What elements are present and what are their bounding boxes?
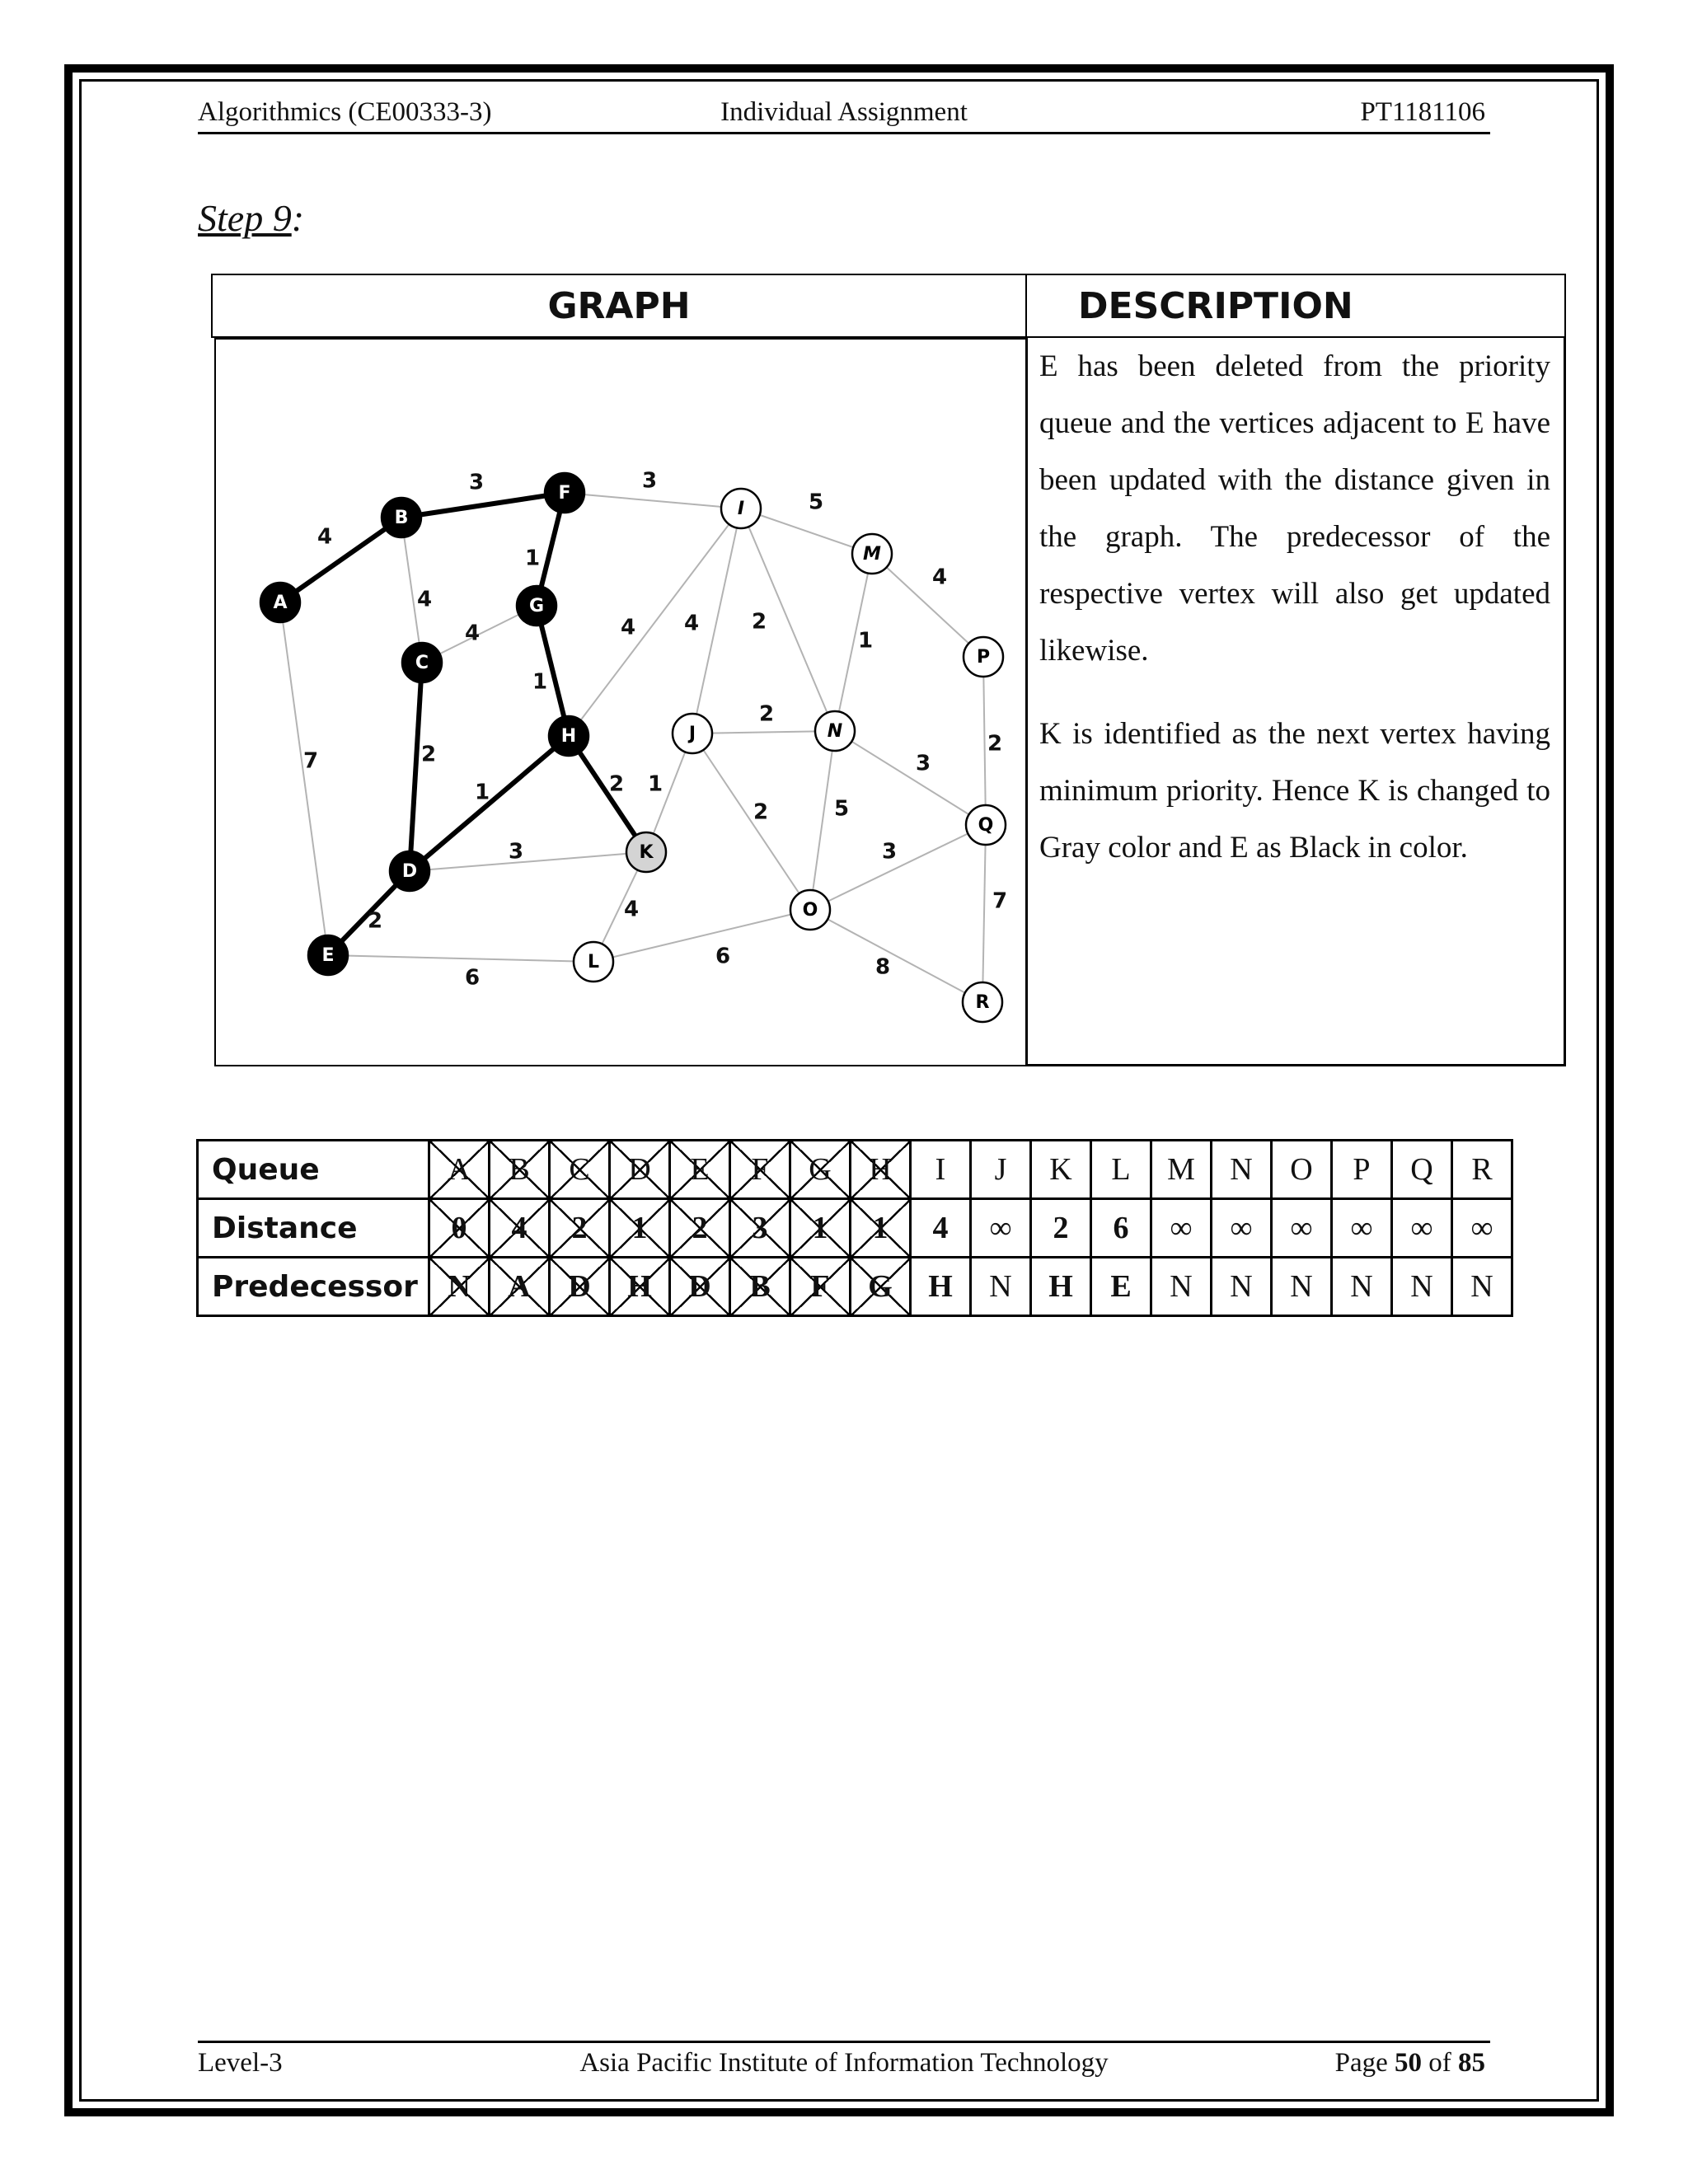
predecessor-cell-J: N bbox=[971, 1258, 1031, 1316]
step-label: Step 9 bbox=[198, 197, 292, 239]
graph-header-text: GRAPH bbox=[547, 284, 691, 327]
edge-weight-D-C: 2 bbox=[420, 742, 437, 767]
row-label-queue: Queue bbox=[198, 1141, 429, 1199]
distance-cell-C: 2 bbox=[550, 1199, 610, 1258]
edge-H-K bbox=[569, 736, 646, 852]
queue-row bbox=[198, 1141, 1512, 1199]
queue-cell-Q: Q bbox=[1392, 1141, 1452, 1199]
edge-E-L bbox=[328, 955, 593, 962]
distance-cell-A: 0 bbox=[429, 1199, 490, 1258]
predecessor-cell-F: B bbox=[730, 1258, 790, 1316]
edge-weight-B-F: 3 bbox=[468, 470, 485, 495]
predecessor-cell-K: H bbox=[1031, 1258, 1091, 1316]
predecessor-cell-B: A bbox=[490, 1258, 550, 1316]
edge-D-K bbox=[410, 852, 646, 871]
node-E bbox=[308, 935, 348, 975]
node-label-G: G bbox=[528, 596, 545, 616]
node-A bbox=[260, 583, 300, 622]
edge-weight-F-I: 3 bbox=[641, 468, 658, 494]
edge-weight-N-O: 5 bbox=[833, 796, 850, 822]
header-id: PT1181106 bbox=[1360, 97, 1485, 127]
header-course: Algorithmics (CE00333-3) bbox=[198, 97, 492, 127]
queue-cell-L: L bbox=[1091, 1141, 1151, 1199]
queue-cell-D: D bbox=[610, 1141, 670, 1199]
page-total: 85 bbox=[1458, 2048, 1485, 2078]
predecessor-cell-I: H bbox=[911, 1258, 971, 1316]
node-C bbox=[402, 643, 442, 682]
queue-cell-G: G bbox=[790, 1141, 851, 1199]
edge-weight-A-B: 4 bbox=[316, 524, 333, 550]
node-label-M: M bbox=[863, 544, 881, 565]
node-label-P: P bbox=[976, 647, 991, 668]
distance-cell-O: ∞ bbox=[1272, 1199, 1332, 1258]
distance-cell-H: 1 bbox=[851, 1199, 911, 1258]
edge-N-Q bbox=[835, 731, 986, 825]
node-L bbox=[574, 942, 613, 982]
edge-N-O bbox=[810, 731, 835, 910]
predecessor-cell-G: F bbox=[790, 1258, 851, 1316]
predecessor-cell-P: N bbox=[1332, 1258, 1392, 1316]
predecessor-cell-L: E bbox=[1091, 1258, 1151, 1316]
footer-rule bbox=[198, 2041, 1490, 2043]
node-H bbox=[549, 716, 588, 756]
node-G bbox=[517, 586, 556, 626]
queue-cell-J: J bbox=[971, 1141, 1031, 1199]
edge-H-I bbox=[569, 509, 741, 736]
predecessor-cell-C: D bbox=[550, 1258, 610, 1316]
queue-cell-O: O bbox=[1272, 1141, 1332, 1199]
row-label-predecessor: Predecessor bbox=[198, 1258, 429, 1316]
edge-A-E bbox=[280, 602, 328, 955]
node-label-K: K bbox=[639, 842, 654, 863]
distance-cell-B: 4 bbox=[490, 1199, 550, 1258]
distance-cell-M: ∞ bbox=[1151, 1199, 1212, 1258]
queue-cell-C: C bbox=[550, 1141, 610, 1199]
queue-cell-H: H bbox=[851, 1141, 911, 1199]
predecessor-cell-H: G bbox=[851, 1258, 911, 1316]
description-paragraph-1: E has been deleted from the priority queue and the vertices adjacent to E have been updated with the distance given in the graph. The predecessor of the respective vertex will also get updated likewise. bbox=[1039, 349, 1550, 668]
node-label-I: I bbox=[737, 499, 745, 519]
header-title: Individual Assignment bbox=[720, 97, 968, 127]
queue-cell-I: I bbox=[911, 1141, 971, 1199]
edge-weight-O-Q: 3 bbox=[881, 839, 898, 865]
distance-cell-K: 2 bbox=[1031, 1199, 1091, 1258]
edge-J-O bbox=[692, 733, 810, 910]
priority-queue-table bbox=[196, 1139, 1513, 1317]
page-number: 50 bbox=[1395, 2048, 1422, 2078]
node-M bbox=[852, 534, 892, 574]
graph-nodes bbox=[260, 470, 1006, 1022]
footer-level: Level-3 bbox=[198, 2048, 283, 2078]
node-label-E: E bbox=[321, 945, 335, 966]
node-P bbox=[964, 637, 1003, 677]
edge-O-Q bbox=[810, 825, 986, 910]
page-prefix: Page bbox=[1334, 2048, 1388, 2078]
edge-F-I bbox=[565, 493, 741, 509]
queue-cell-A: A bbox=[429, 1141, 490, 1199]
predecessor-cell-M: N bbox=[1151, 1258, 1212, 1316]
node-F bbox=[545, 473, 584, 513]
node-J bbox=[673, 714, 712, 753]
queue-cell-K: K bbox=[1031, 1141, 1091, 1199]
edge-weight-D-K: 3 bbox=[508, 839, 524, 865]
queue-cell-F: F bbox=[730, 1141, 790, 1199]
edge-M-P bbox=[872, 554, 983, 657]
edge-weight-D-E: 2 bbox=[367, 908, 383, 934]
node-I bbox=[721, 489, 761, 528]
predecessor-cell-O: N bbox=[1272, 1258, 1332, 1316]
edge-O-R bbox=[810, 910, 982, 1002]
queue-cell-E: E bbox=[670, 1141, 730, 1199]
edge-weight-K-L: 4 bbox=[623, 897, 640, 922]
distance-cell-L: 6 bbox=[1091, 1199, 1151, 1258]
edge-weight-H-I: 4 bbox=[620, 615, 636, 640]
edge-weight-N-Q: 3 bbox=[915, 751, 931, 776]
distance-cell-R: ∞ bbox=[1452, 1199, 1512, 1258]
node-label-F: F bbox=[558, 483, 571, 504]
predecessor-cell-D: H bbox=[610, 1258, 670, 1316]
footer-page bbox=[1335, 2048, 1485, 2079]
queue-cell-N: N bbox=[1212, 1141, 1272, 1199]
row-label-distance: Distance bbox=[198, 1199, 429, 1258]
edge-weight-Q-R: 7 bbox=[992, 888, 1008, 914]
distance-cell-I: 4 bbox=[911, 1199, 971, 1258]
node-D bbox=[390, 851, 429, 891]
edge-P-Q bbox=[983, 657, 986, 825]
footer-institute: Asia Pacific Institute of Information Technology bbox=[579, 2048, 1109, 2078]
distance-cell-G: 1 bbox=[790, 1199, 851, 1258]
distance-cell-D: 1 bbox=[610, 1199, 670, 1258]
node-Q bbox=[966, 805, 1006, 845]
predecessor-cell-E: D bbox=[670, 1258, 730, 1316]
edge-B-F bbox=[401, 493, 565, 518]
distance-cell-J: ∞ bbox=[971, 1199, 1031, 1258]
edge-J-N bbox=[692, 731, 835, 733]
node-label-D: D bbox=[401, 861, 418, 882]
edge-weight-L-O: 6 bbox=[715, 944, 731, 969]
edge-A-B bbox=[280, 518, 401, 602]
node-label-H: H bbox=[560, 726, 577, 747]
graph-weights bbox=[303, 469, 1007, 991]
distance-cell-P: ∞ bbox=[1332, 1199, 1392, 1258]
edge-weight-H-D: 1 bbox=[474, 780, 490, 805]
edge-weight-A-E: 7 bbox=[302, 748, 319, 774]
predecessor-row bbox=[198, 1258, 1512, 1316]
predecessor-cell-N: N bbox=[1212, 1258, 1272, 1316]
edge-weight-I-J: 4 bbox=[683, 611, 700, 636]
edge-I-J bbox=[692, 509, 741, 733]
node-label-O: O bbox=[802, 900, 818, 921]
node-O bbox=[790, 890, 830, 930]
edge-weight-C-G: 4 bbox=[464, 621, 481, 646]
node-label-Q: Q bbox=[978, 815, 994, 836]
edge-weight-J-O: 2 bbox=[753, 799, 769, 825]
description-paragraph-2: K is identified as the next vertex having minimum priority. Hence K is changed to Gray color and E as Black in color. bbox=[1039, 717, 1550, 865]
queue-cell-P: P bbox=[1332, 1141, 1392, 1199]
node-label-C: C bbox=[415, 653, 429, 673]
queue-cell-M: M bbox=[1151, 1141, 1212, 1199]
edge-weight-I-M: 5 bbox=[808, 490, 824, 515]
edge-weight-M-P: 4 bbox=[931, 565, 948, 590]
node-R bbox=[963, 982, 1002, 1022]
queue-cell-B: B bbox=[490, 1141, 550, 1199]
edge-weight-F-G: 1 bbox=[524, 546, 541, 571]
queue-cell-R: R bbox=[1452, 1141, 1512, 1199]
distance-cell-Q: ∞ bbox=[1392, 1199, 1452, 1258]
predecessor-cell-Q: N bbox=[1392, 1258, 1452, 1316]
predecessor-cell-A: N bbox=[429, 1258, 490, 1316]
predecessor-cell-R: N bbox=[1452, 1258, 1512, 1316]
description-header-text: DESCRIPTION bbox=[1078, 284, 1353, 327]
distance-cell-E: 2 bbox=[670, 1199, 730, 1258]
edge-Q-R bbox=[982, 825, 986, 1002]
node-label-R: R bbox=[975, 992, 990, 1013]
edge-weight-I-N: 2 bbox=[751, 609, 767, 635]
node-label-B: B bbox=[394, 508, 409, 528]
edge-weight-B-C: 4 bbox=[416, 587, 433, 612]
page-of: of bbox=[1428, 2048, 1451, 2078]
edge-weight-P-Q: 2 bbox=[987, 731, 1003, 757]
node-N bbox=[815, 711, 855, 751]
edge-weight-J-N: 2 bbox=[758, 701, 775, 727]
edge-weight-M-N: 1 bbox=[857, 628, 874, 654]
edge-weight-G-H: 1 bbox=[532, 669, 548, 695]
node-label-N: N bbox=[827, 721, 843, 742]
node-label-J: J bbox=[688, 724, 696, 744]
edge-weight-E-L: 6 bbox=[464, 965, 481, 991]
node-B bbox=[382, 498, 421, 537]
edge-weight-H-K: 2 bbox=[608, 771, 625, 797]
edge-weight-O-R: 8 bbox=[874, 954, 891, 980]
step-colon: : bbox=[291, 197, 305, 239]
node-label-A: A bbox=[273, 593, 288, 613]
distance-cell-F: 3 bbox=[730, 1199, 790, 1258]
edge-weight-J-K: 1 bbox=[647, 771, 663, 797]
distance-cell-N: ∞ bbox=[1212, 1199, 1272, 1258]
distance-row bbox=[198, 1199, 1512, 1258]
node-K bbox=[626, 832, 666, 872]
node-label-L: L bbox=[587, 952, 600, 972]
edge-D-C bbox=[410, 663, 422, 871]
